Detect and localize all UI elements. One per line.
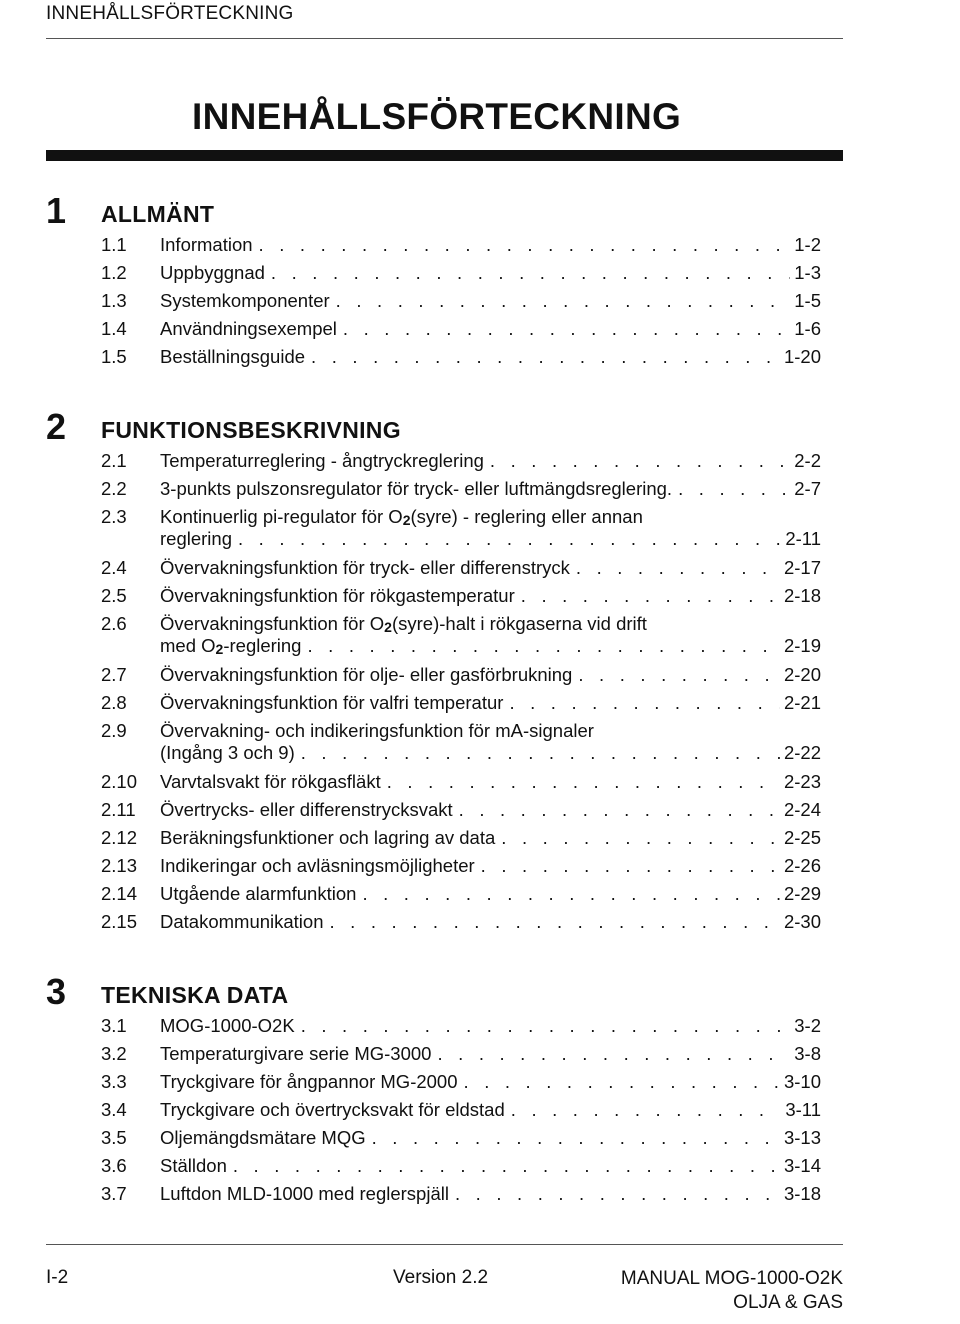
toc-entry-title: Tryckgivare och övertrycksvakt för eldstad: [160, 1099, 505, 1120]
toc-entry-title: Utgående alarmfunktion: [160, 883, 357, 904]
toc-entry-number: 2.15: [101, 911, 138, 932]
footer-manual-line2: OLJA & GAS: [733, 1292, 843, 1313]
toc-entry-title: Ställdon: [160, 1155, 227, 1176]
toc-entry-page: 2-24: [783, 799, 821, 820]
toc-entry-number: 2.8: [101, 692, 127, 713]
dot-leader: [259, 234, 791, 256]
toc-entry-page: 3-2: [794, 1015, 821, 1036]
toc-entry-page: 1-2: [794, 234, 821, 255]
toc-entry-page: 2-25: [783, 827, 821, 848]
toc-entry-page: 2-29: [783, 883, 821, 904]
bottom-rule: [46, 1244, 843, 1245]
toc-entry-page: 2-11: [785, 528, 821, 549]
toc-entry-page: 1-5: [794, 290, 821, 311]
toc-entry-title: MOG-1000-O2K: [160, 1015, 295, 1036]
toc-entry-number: 2.10: [101, 771, 138, 792]
toc-entry-number: 1.1: [101, 234, 127, 255]
title-bar: [46, 150, 843, 161]
running-head: INNEHÅLLSFÖRTECKNING: [46, 3, 294, 24]
toc-entry-page: 3-13: [783, 1127, 821, 1148]
toc-entry-title: Information: [160, 234, 253, 255]
top-rule: [46, 38, 843, 39]
chapter-2-title: FUNKTIONSBESKRIVNING: [101, 417, 401, 443]
toc-entry-title: Datakommunikation: [160, 911, 324, 932]
toc-entry-number: 1.5: [101, 346, 127, 367]
toc-entry-page: 2-23: [783, 771, 821, 792]
dot-leader: [481, 855, 780, 877]
toc-entry-page: 1-20: [783, 346, 821, 367]
toc-entry-number: 2.13: [101, 855, 138, 876]
footer-manual-line1: MANUAL MOG-1000-O2K: [620, 1268, 843, 1289]
toc-entry-title: Varvtalsvakt för rökgasfläkt: [160, 771, 381, 792]
dot-leader: [509, 692, 780, 714]
toc-entry-number: 3.3: [101, 1071, 127, 1092]
toc-entry-page: 3-18: [783, 1183, 821, 1204]
dot-leader: [330, 911, 780, 933]
toc-entry-number: 3.1: [101, 1015, 127, 1036]
toc-entry-title: Beställningsguide: [160, 346, 306, 367]
toc-entry-page: 2-26: [783, 855, 821, 876]
dot-leader: [678, 478, 790, 500]
dot-leader: [387, 771, 780, 793]
toc-entry-title: Kontinuerlig pi-regulator för $O_2(syre)$ - reglering eller annan: [160, 506, 643, 528]
toc-entry-number: 2.12: [101, 827, 138, 848]
dot-leader: [464, 1071, 780, 1093]
toc-entry-title: Användningsexempel: [160, 318, 337, 339]
toc-entry-title-cont: (Ingång 3 och 9): [160, 742, 295, 763]
toc-entry-number: 3.2: [101, 1043, 127, 1064]
toc-entry-number: 2.3: [101, 506, 127, 527]
dot-leader: [455, 1183, 780, 1205]
footer-manual: [621, 1267, 843, 1315]
toc-entry-number: 1.3: [101, 290, 127, 311]
toc-entry-number: 2.11: [101, 799, 136, 820]
toc-entry-title: Övertrycks- eller differenstrycksvakt: [160, 799, 453, 820]
toc-entry-page: 2-30: [783, 911, 821, 932]
toc-entry-title: Uppbyggnad: [160, 262, 265, 283]
toc-entry-title: Övervakningsfunktion för olje- eller gasförbrukning: [160, 664, 573, 685]
toc-entry-page: 3-10: [783, 1071, 821, 1092]
dot-leader: [501, 827, 780, 849]
dot-leader: [511, 1099, 782, 1121]
toc-entry-title: Övervakning- och indikeringsfunktion för mA-signaler: [160, 720, 594, 741]
toc-entry-number: 2.5: [101, 585, 127, 606]
chapter-3-title: TEKNISKA DATA: [101, 982, 289, 1008]
toc-entry-number: 2.6: [101, 613, 127, 634]
toc-entry-title: Tryckgivare för ångpannor MG-2000: [160, 1071, 458, 1092]
toc-entry-number: 2.9: [101, 720, 127, 741]
toc-entry-number: 3.7: [101, 1183, 127, 1204]
dot-leader: [437, 1043, 790, 1065]
dot-leader: [307, 635, 779, 657]
dot-leader: [233, 1155, 780, 1177]
dot-leader: [578, 664, 780, 686]
dot-leader: [343, 318, 790, 340]
dot-leader: [362, 883, 780, 905]
toc-entry-page: 2-19: [783, 635, 821, 656]
toc-entry-page: 2-17: [783, 557, 821, 578]
toc-entry-title: Beräkningsfunktioner och lagring av data: [160, 827, 496, 848]
toc-entry-number: 2.2: [101, 478, 127, 499]
toc-entry-number: 3.5: [101, 1127, 127, 1148]
toc-entry-page: 3-11: [785, 1099, 821, 1120]
toc-entry-number: 2.1: [101, 450, 127, 471]
toc-entry-title: Systemkomponenter: [160, 290, 330, 311]
dot-leader: [576, 557, 780, 579]
dot-leader: [372, 1127, 780, 1149]
toc-entry-title: Övervakningsfunktion för rökgastemperatur: [160, 585, 515, 606]
chapter-2-number: 2: [46, 406, 67, 447]
toc-entry-number: 3.4: [101, 1099, 127, 1120]
toc-entry-number: 2.7: [101, 664, 127, 685]
toc-entry-page: 2-21: [783, 692, 821, 713]
toc-entry-number: 1.2: [101, 262, 127, 283]
dot-leader: [459, 799, 780, 821]
toc-entry-title: Temperaturgivare serie MG-3000: [160, 1043, 432, 1064]
toc-entry-page: 2-2: [794, 450, 821, 471]
toc-entry-title: 3-punkts pulszonsregulator för tryck- eller luftmängdsreglering.: [160, 478, 673, 499]
dot-leader: [301, 742, 780, 764]
toc-entry-title: Övervakningsfunktion för tryck- eller differenstryck: [160, 557, 570, 578]
toc-entry-number: 3.6: [101, 1155, 127, 1176]
toc-entry-page: 3-14: [783, 1155, 821, 1176]
toc-entry-title: Temperaturreglering - ångtryckreglering: [160, 450, 484, 471]
footer-page-number: I-2: [46, 1267, 69, 1288]
dot-leader: [271, 262, 790, 284]
chapter-1-title: ALLMÄNT: [101, 201, 215, 227]
toc-entry-title-cont: reglering: [160, 528, 232, 549]
toc-entry-number: 2.14: [101, 883, 138, 904]
toc-entry-number: 1.4: [101, 318, 127, 339]
dot-leader: [238, 528, 781, 550]
toc-entry-title: Oljemängdsmätare MQG: [160, 1127, 366, 1148]
toc-entry-title: Indikeringar och avläsningsmöjligheter: [160, 855, 475, 876]
toc-entry-page: 2-7: [794, 478, 821, 499]
toc-entry-number: 2.4: [101, 557, 127, 578]
page-title: INNEHÅLLSFÖRTECKNING: [192, 96, 682, 137]
toc-entry-page: 3-8: [794, 1043, 821, 1064]
toc-entry-page: 2-20: [783, 664, 821, 685]
toc-entry-page: 1-3: [794, 262, 821, 283]
dot-leader: [311, 346, 780, 368]
toc-entry-title: Övervakningsfunktion för $O_2(syre)$-halt i rökgaserna vid drift: [160, 613, 647, 635]
dot-leader: [301, 1015, 791, 1037]
chapter-1-number: 1: [46, 190, 67, 231]
chapter-3-number: 3: [46, 971, 67, 1012]
toc-entry-page: 2-18: [783, 585, 821, 606]
toc-entry-page: 1-6: [794, 318, 821, 339]
footer-version: Version 2.2: [393, 1267, 489, 1288]
dot-leader: [490, 450, 790, 472]
dot-leader: [336, 290, 791, 312]
dot-leader: [521, 585, 780, 607]
toc-entry-title: Luftdon MLD-1000 med reglerspjäll: [160, 1183, 449, 1204]
toc-entry-title-cont: med $O_2$-reglering: [160, 635, 302, 657]
toc-entry-title: Övervakningsfunktion för valfri temperatur: [160, 692, 504, 713]
toc-entry-page: 2-22: [783, 742, 821, 763]
